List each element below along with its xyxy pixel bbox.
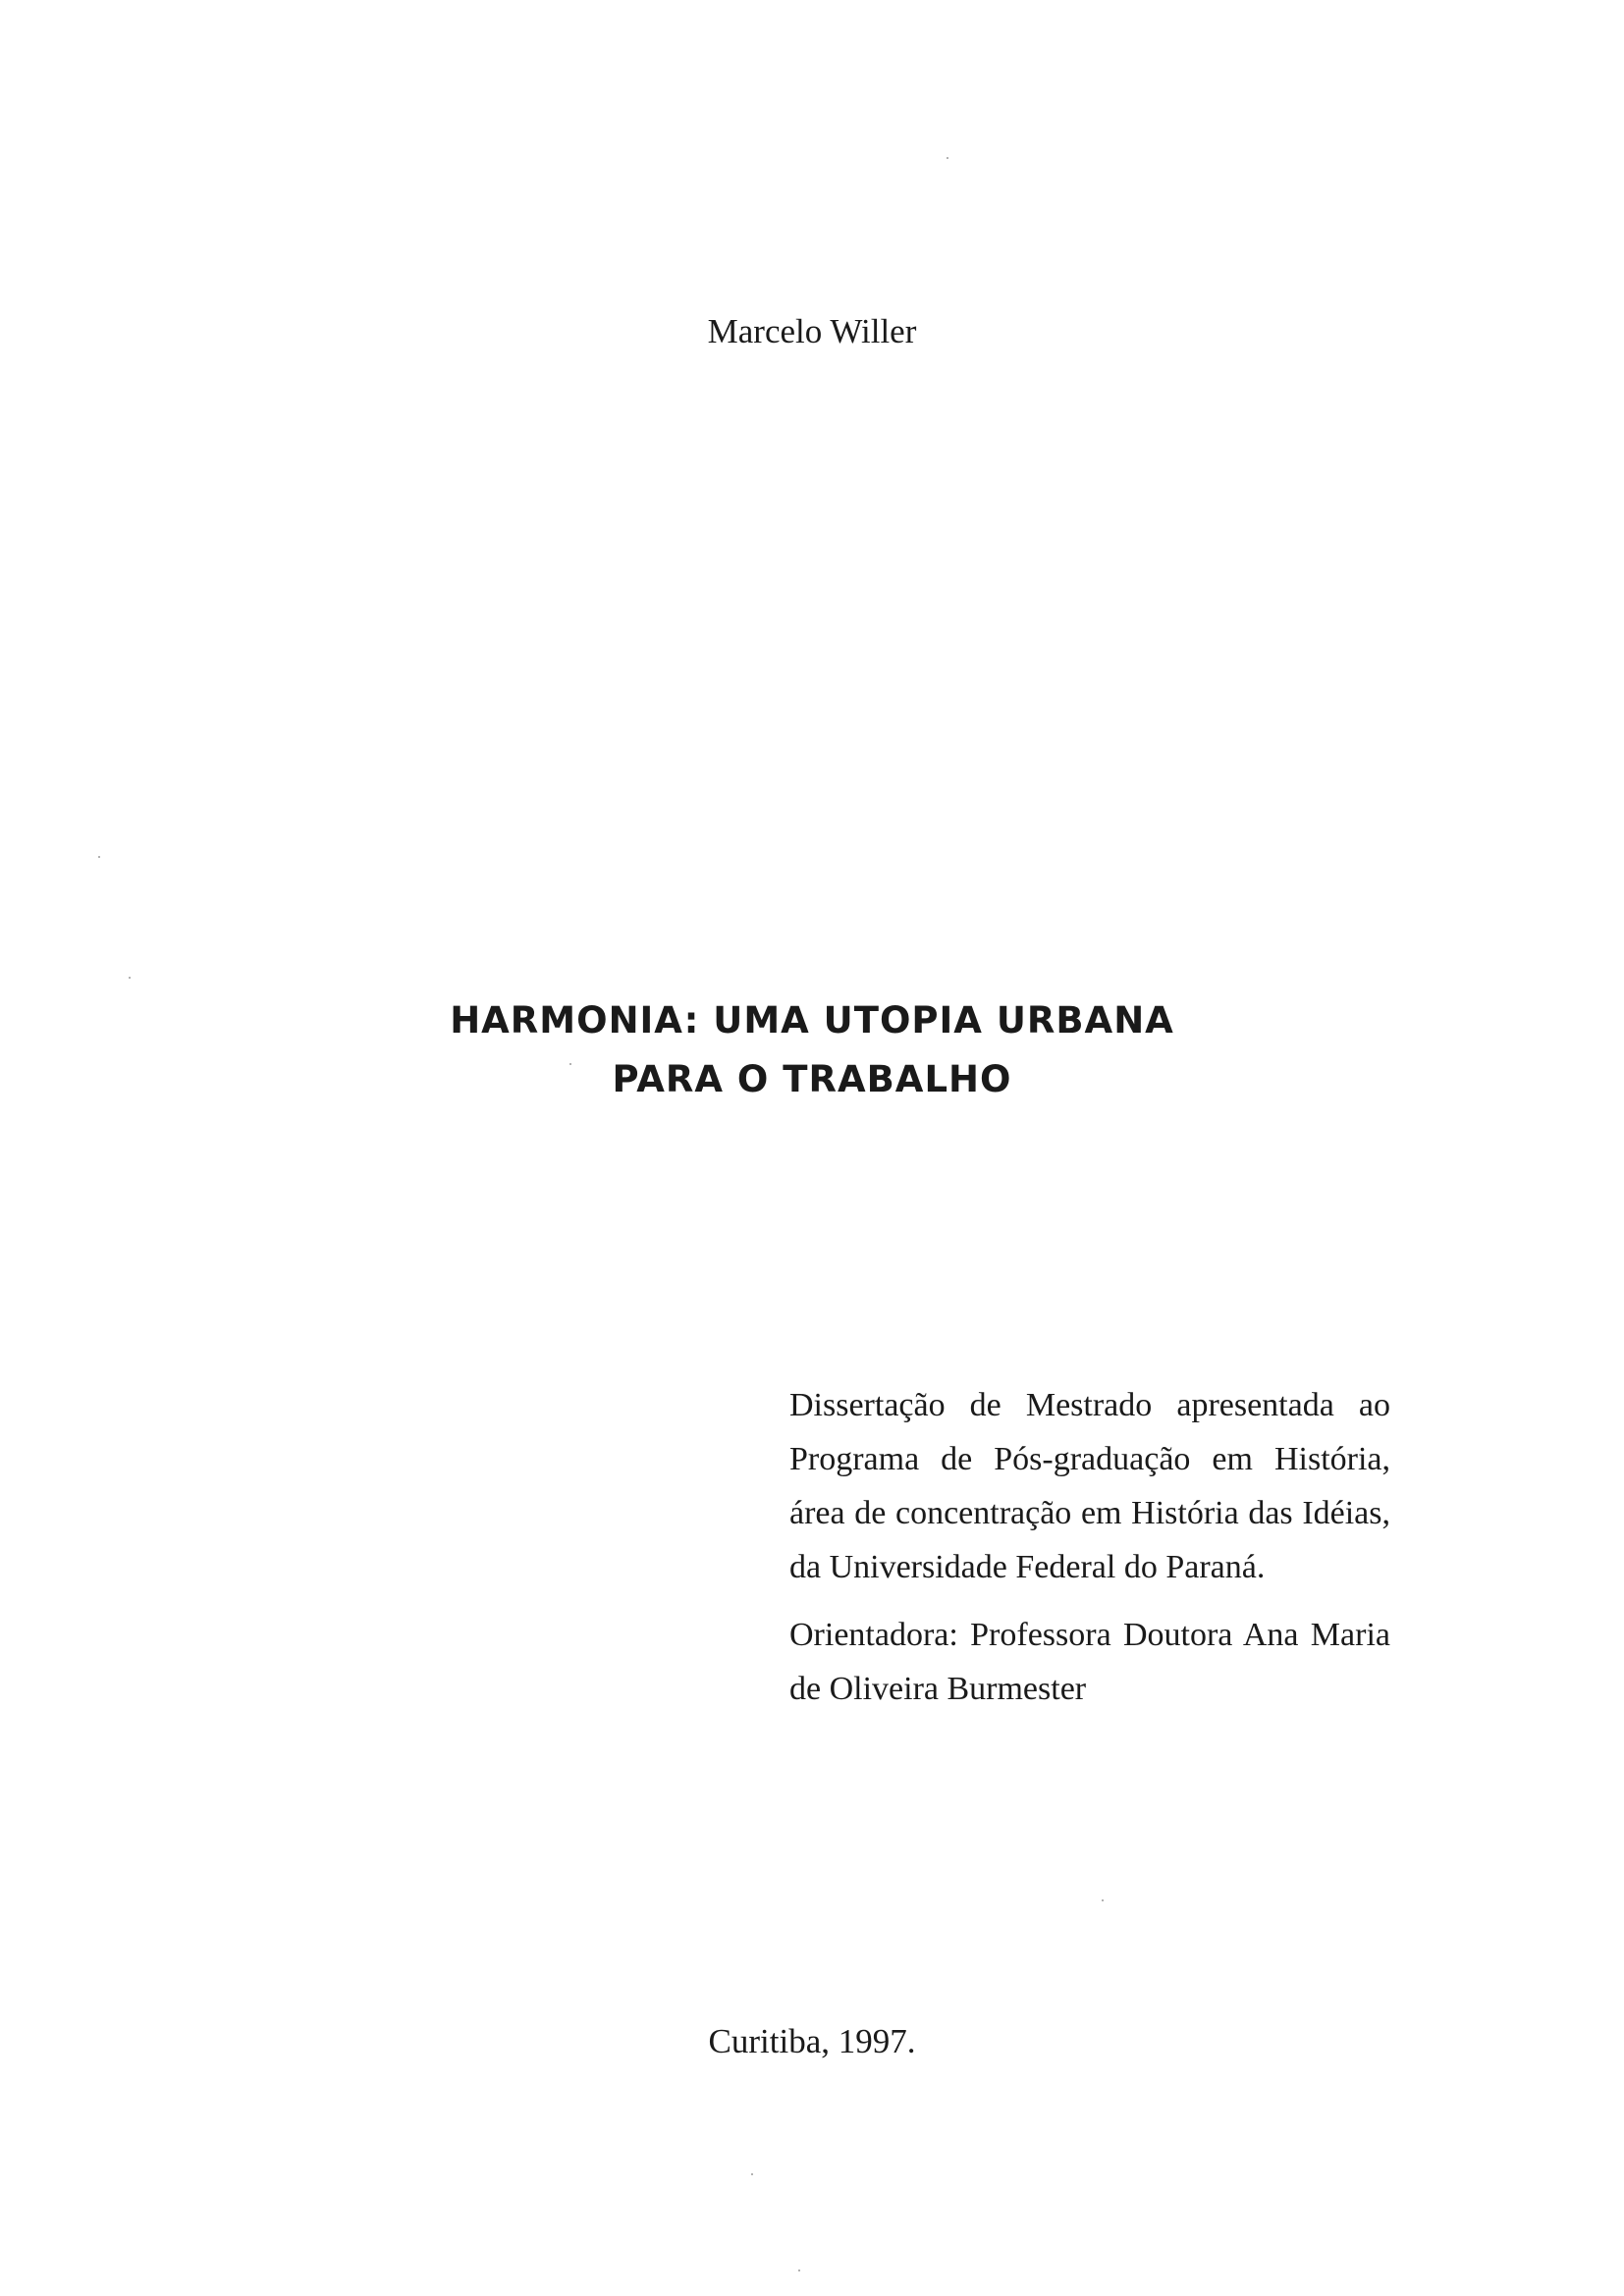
- description-paragraph-program: [789, 1378, 1390, 1594]
- scan-speck: [569, 1063, 571, 1065]
- scan-speck: [1102, 1899, 1104, 1901]
- description-line: Dissertação de Mestrado apresentada ao: [789, 1387, 1390, 1423]
- advisor-line: Orientadora: Professora Doutora Ana Maria: [789, 1617, 1390, 1653]
- title-line-2: PARA O TRABALHO: [612, 1058, 1012, 1100]
- dissertation-title: [0, 991, 1624, 1109]
- title-line-1: HARMONIA: UMA UTOPIA URBANA: [450, 999, 1174, 1041]
- author-name: Marcelo Willer: [707, 312, 917, 350]
- scan-speck: [947, 157, 948, 159]
- description-paragraph-advisor: [789, 1608, 1390, 1716]
- scan-speck: [98, 856, 100, 858]
- dissertation-description: [789, 1378, 1390, 1716]
- scan-speck: [751, 2173, 753, 2175]
- scan-speck: [129, 977, 131, 979]
- description-line: da Universidade Federal do Paraná.: [789, 1549, 1266, 1585]
- description-line: área de concentração em História das Idéias,: [789, 1495, 1390, 1531]
- description-line: Programa de Pós-graduação em História,: [789, 1441, 1390, 1477]
- scan-speck: [798, 2269, 800, 2271]
- advisor-line: de Oliveira Burmester: [789, 1671, 1087, 1707]
- place-and-date: Curitiba, 1997.: [708, 2022, 916, 2060]
